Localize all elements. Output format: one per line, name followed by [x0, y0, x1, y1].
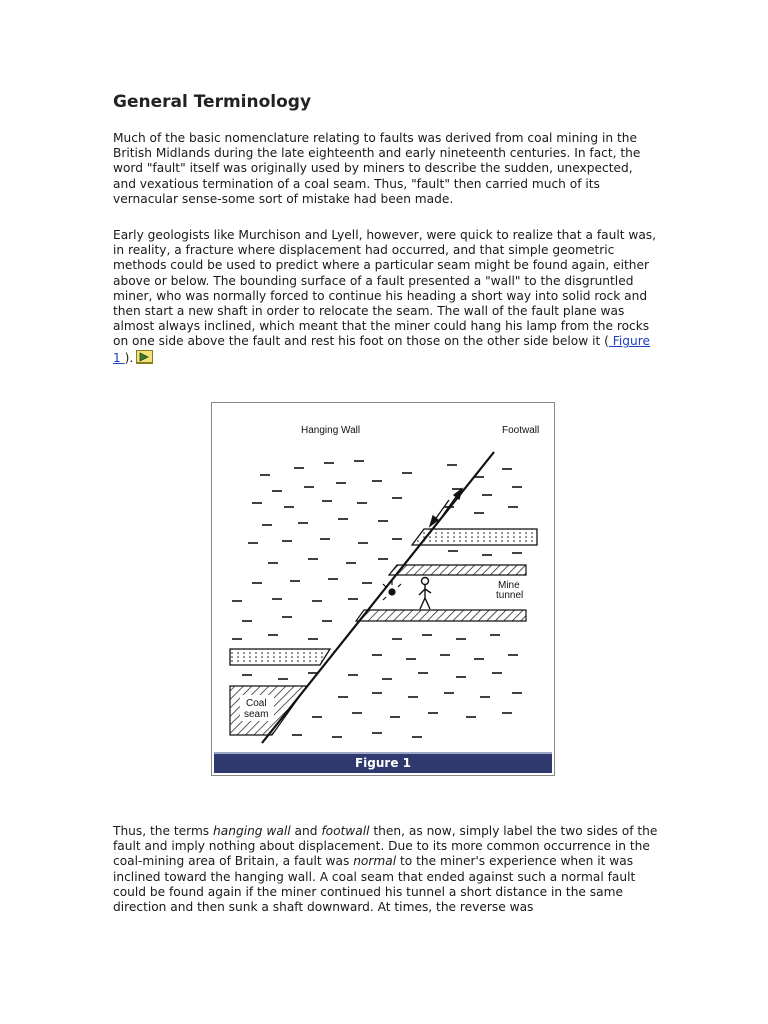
fault-diagram — [212, 403, 556, 753]
tunnel-label: tunnel — [496, 590, 524, 601]
figure-1-link[interactable]: Figure 1 — [113, 334, 650, 365]
lamp-icon — [383, 581, 401, 600]
hanging-wall-sandstone-bed — [230, 649, 330, 665]
paragraph-2 — [113, 228, 658, 366]
hanging-wall-label: Hanging Wall — [301, 425, 361, 436]
figure-1 — [211, 402, 555, 776]
mine-tunnel-roof — [389, 565, 526, 575]
figure-caption: Figure 1 — [214, 752, 552, 773]
paragraph-3-text-3: then, as now, simply label the two sides of the fault and imply nothing about displacement. Due to its more common occurrence in the coal-mining area of Britain, a fault was — [113, 824, 658, 869]
coal-label: Coal — [246, 698, 267, 709]
popup-icon[interactable] — [136, 350, 153, 364]
mine-label: Mine — [498, 580, 520, 591]
paragraph-3 — [113, 824, 658, 915]
footwall-dashes — [292, 465, 522, 737]
footwall-label: Footwall — [502, 425, 540, 436]
hanging-wall-dashes — [232, 461, 412, 679]
term-hanging-wall: hanging wall — [213, 824, 291, 838]
paragraph-2-text: Early geologists like Murchison and Lyell, however, were quick to realize that a fault was, in reality, a fracture where displacement had occurred, and that simple geometric methods could be used to predict where a particular seam might be found again, either above or below. The bounding surface of a fault presented a "wall" to the disgruntled miner, who was normally forced to continue his heading a short way into solid rock and then start a new shaft in order to relocate the seam. The wall of the fault plane was almost always inclined, which meant that the miner could hang his lamp from the rocks on one side above the fault and rest his foot on those on the other side below it ( — [113, 228, 657, 349]
coal-seam — [230, 686, 307, 735]
term-footwall: footwall — [321, 824, 370, 838]
paragraph-1: Much of the basic nomenclature relating to faults was derived from coal mining in the British Midlands during the late eighteenth and early nineteenth centuries. In fact, the word "fault" itself was originally used by miners to describe the sudden, unexpected, and vexatious termination of a coal seam. Thus, "fault" then carried much of its vernacular sense-some sort of mistake had been made. — [113, 131, 641, 206]
miner-figure — [419, 578, 431, 610]
seam-label: seam — [244, 709, 269, 720]
paragraph-2-after: ). — [124, 350, 134, 365]
paragraph-3-text-1: Thus, the terms — [113, 824, 214, 838]
page-title: General Terminology — [113, 92, 312, 112]
paragraph-3-text-2: and — [290, 824, 322, 838]
paragraph-3-text-4: to the miner's experience when it was inclined toward the hanging wall. A coal seam that ended against such a normal fault could be found again if the miner continued his tunnel a short distance in the same direction and then sunk a shaft downward. At times, the reverse was — [113, 854, 636, 915]
term-normal: normal — [353, 854, 397, 869]
mine-tunnel-floor — [356, 610, 526, 621]
